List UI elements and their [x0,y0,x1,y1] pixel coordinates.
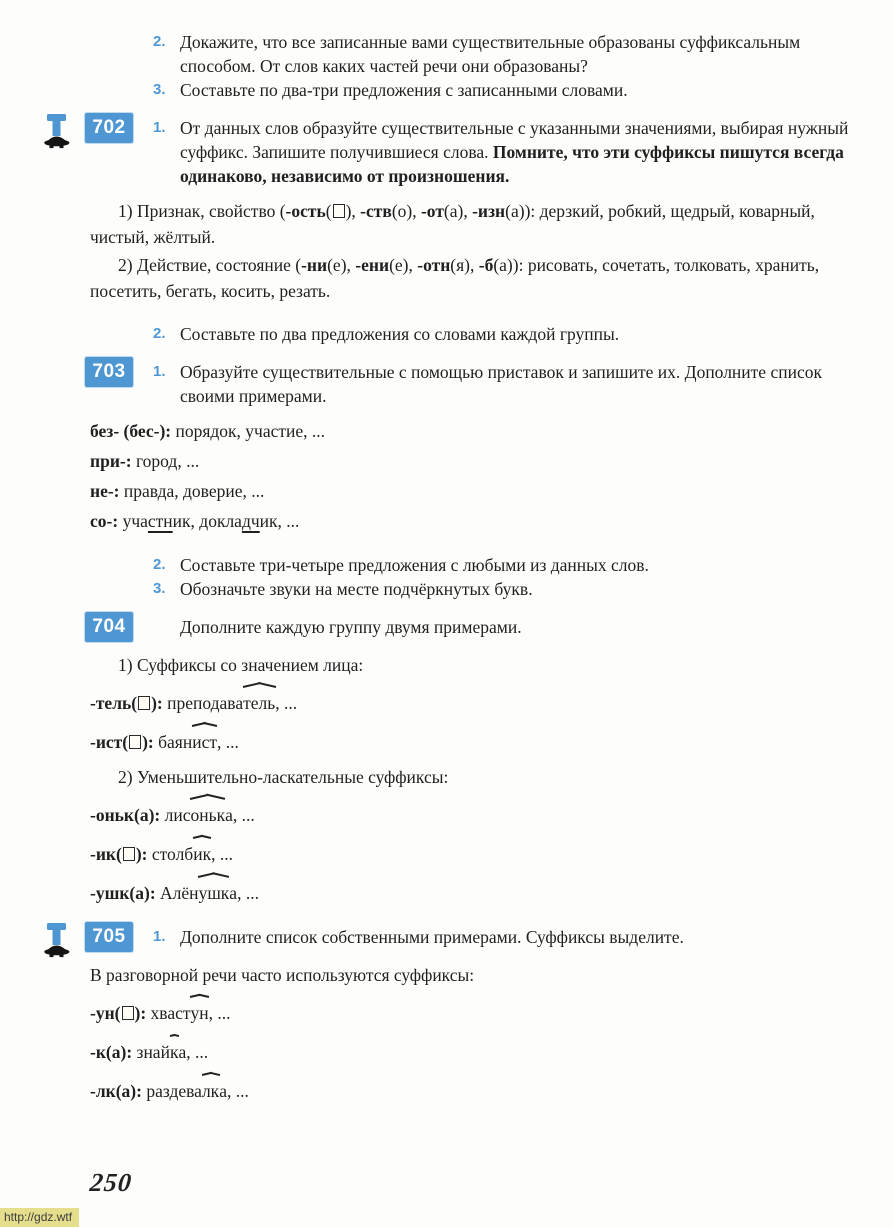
instruction-text [180,577,858,601]
text-run: -к(а): [90,1042,137,1062]
text-run: не-: [90,481,124,501]
suffix-example-line [90,418,858,445]
item-number: 1. [153,363,166,380]
text-run: раздева [146,1081,202,1101]
suffix-example-line [90,508,858,535]
instruction-item [153,322,858,346]
text-run: В разговорной речи часто используются суффиксы: [90,965,475,985]
instruction-item [153,577,858,601]
text-run: (о), [391,201,421,221]
text-run: Составьте по два предложения со словами каждой группы. [180,324,620,344]
text-run: ( [325,201,332,221]
exercise-number-badge: 704 [85,612,133,642]
text-run: -ни [301,255,328,275]
text-run: ик, докла [172,511,242,531]
instruction-item [153,78,858,102]
suffix-with-hat: тель [243,690,275,717]
instruction-text [180,78,858,102]
text-run: -б [478,255,494,275]
exercise-705 [90,925,858,952]
text-run: ик, ... [259,511,300,531]
suffix-with-hat: к [170,1039,179,1066]
text-run: (я), [450,255,479,275]
text-run: -ость [285,201,326,221]
text-run: (а)): рисовать, сочетать, толковать, хранить, посетить, бегать, косить, резать. [90,255,820,301]
text-run: -оньк(а): [90,805,165,825]
text-run: ): [142,732,159,752]
zero-ending-square [129,735,141,749]
text-run: Дополните список собственными примерами. Суффиксы выделите. [180,927,684,947]
underlined-letters: дч [241,511,260,531]
text-run: От данных слов образуйте существительные с указанными значениями, выбирая нужный суффикс. Запишите получившиеся слова. [180,118,849,162]
text-run: хваст [150,1003,191,1023]
text-run: Помните, что эти суффиксы пишутся всегда одинаково, независимо от произношения. [180,142,844,186]
task-text [180,116,858,188]
text-run: Составьте три-четыре предложения с любыми из данных слов. [180,555,649,575]
paragraph [90,652,858,678]
item-number: 2. [153,556,166,573]
instruction-text [180,30,858,78]
text-run: Составьте по два-три предложения с записанными словами. [180,80,628,100]
suffix-with-hat: ист [192,729,217,756]
suffix-with-hat: лк [202,1078,219,1105]
zero-ending-square [138,696,150,710]
text-run: -изн [472,201,506,221]
pushpin-icon [43,922,73,960]
text-run: (а)): дерзкий, робкий, щедрый, коварный, чистый, жёлтый. [90,201,815,247]
suffix-with-hat: оньк [190,802,225,829]
task-text [180,925,858,949]
text-run: Дополните каждую группу двумя примерами. [180,617,522,637]
text-run: знай [136,1042,170,1062]
text-run: , ... [275,693,298,713]
text-run: а, ... [219,1081,249,1101]
pushpin-icon [43,113,73,151]
page-number: 250 [88,1168,134,1197]
text-run: а, ... [178,1042,209,1062]
text-run: 1) Признак, свойство ( [118,201,286,221]
suffix-example-line [90,1078,858,1105]
text-run: -ушк(а): [90,883,161,903]
zero-ending-square [123,847,135,861]
exercise-703 [90,360,858,408]
instruction-item [153,30,858,78]
zero-ending-square [122,1006,134,1020]
text-run: 1) Суффиксы со значением лица: [118,655,364,675]
paragraph [90,962,858,988]
exercise-number-badge: 702 [85,113,133,143]
text-run: уча [122,511,148,531]
suffix-example-line [90,802,858,829]
text-run: при-: [90,451,136,471]
suffix-with-hat: ушк [199,880,230,907]
text-run: город, ... [135,451,200,471]
zero-ending-square [333,204,345,218]
exercise-number-badge: 703 [85,357,133,387]
text-run: , ... [208,1003,231,1023]
text-run: -от [420,201,444,221]
item-number: 2. [153,325,166,342]
text-run: -ист( [90,732,129,752]
text-run: Докажите, что все записанные вами существительные образованы суффиксальным способом. От слов каких частей речи они образованы? [180,32,801,76]
underlined-letters: стн [147,511,173,531]
text-run: 2) Уменьшительно-ласкательные суффиксы: [118,767,449,787]
suffix-example-line [90,841,858,868]
exercise-number-badge: 705 [85,922,133,952]
task-text [180,615,858,639]
text-run: ): [151,693,168,713]
paragraph [90,764,858,790]
paragraph [90,198,858,250]
text-run: баян [158,732,193,752]
suffix-example-line [90,478,858,505]
item-number: 2. [153,33,166,50]
watermark-url: http://gdz.wtf [0,1208,79,1227]
text-run: ), [345,201,361,221]
text-run: 2) Действие, состояние ( [118,255,302,275]
task-text [180,360,858,408]
suffix-with-hat: ун [191,1000,209,1027]
item-number: 3. [153,81,166,98]
text-run: порядок, участие, ... [175,421,326,441]
item-number: 1. [153,928,166,945]
text-run: правда, доверие, ... [123,481,265,501]
text-run: -ств [360,201,392,221]
text-run: без- (бес-): [90,421,176,441]
text-run: а, ... [229,883,259,903]
text-run: -ени [355,255,390,275]
text-run: , ... [211,844,233,864]
text-run: , ... [217,732,239,752]
text-run: -ик( [90,844,122,864]
text-run: со-: [90,511,123,531]
suffix-example-line [90,690,858,717]
suffix-example-line [90,1039,858,1066]
suffix-with-hat: ик [193,841,211,868]
text-run: лис [164,805,191,825]
text-run: (е), [327,255,356,275]
text-run: -тель( [90,693,138,713]
suffix-example-line [90,1000,858,1027]
text-run: Образуйте существительные с помощью приставок и запишите их. Дополните список своими примерами. [180,362,822,406]
text-run: -лк(а): [90,1081,147,1101]
text-run: Обозначьте звуки на месте подчёркнутых букв. [180,579,533,599]
text-run: Алён [160,883,199,903]
instruction-text [180,322,858,346]
paragraph [90,252,858,304]
exercise-702 [90,116,858,188]
suffix-example-line [90,880,858,907]
text-run: ): [135,844,152,864]
text-run: (е), [389,255,418,275]
item-number: 3. [153,580,166,597]
text-run: ): [134,1003,151,1023]
text-run: -отн [417,255,451,275]
suffix-example-line [90,729,858,756]
text-run: а, ... [225,805,255,825]
instruction-text [180,553,858,577]
text-run: (а), [443,201,473,221]
item-number: 1. [153,119,166,136]
text-run: столб [151,844,194,864]
exercise-704 [90,615,858,642]
suffix-example-line [90,448,858,475]
text-run: -ун( [90,1003,121,1023]
text-run: преподава [167,693,244,713]
instruction-item [153,553,858,577]
